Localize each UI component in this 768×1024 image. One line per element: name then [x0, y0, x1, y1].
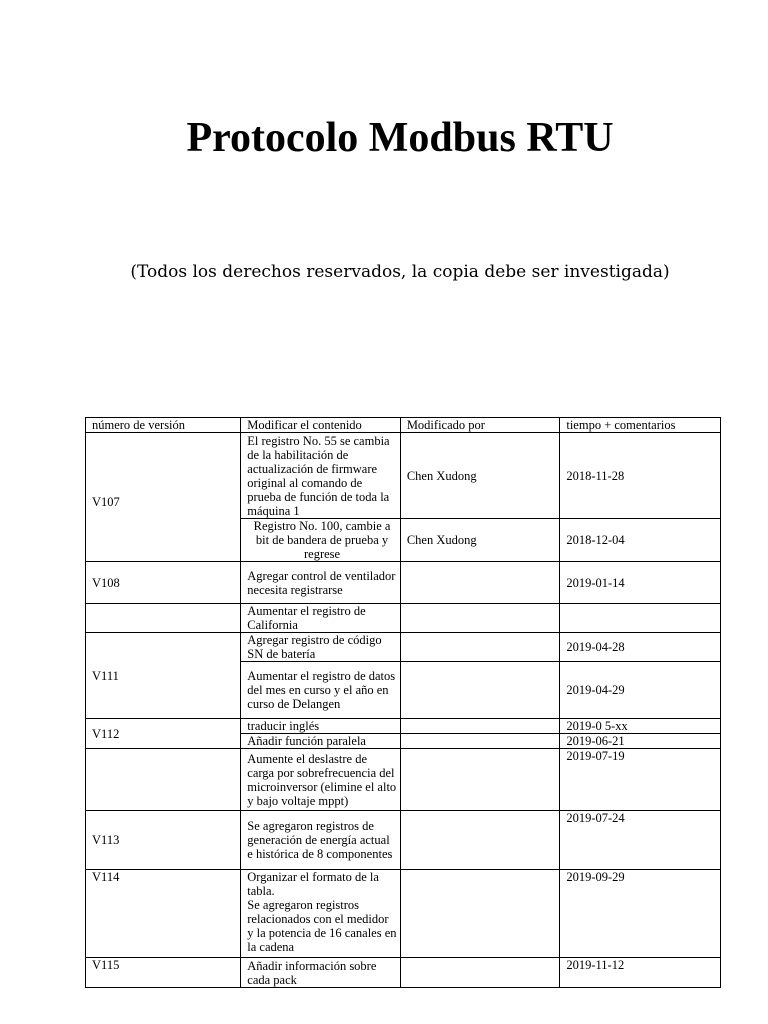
modified-by-cell	[400, 958, 560, 988]
header-modified-by: Modificado por	[400, 418, 560, 433]
modified-by-cell	[400, 662, 560, 719]
modified-by-cell	[400, 719, 560, 734]
table-row	[86, 433, 721, 519]
content-cell: Registro No. 100, cambie a bit de bandera de prueba y regrese	[241, 519, 401, 562]
version-cell: V111	[86, 633, 241, 719]
time-cell: 2019-11-12	[560, 958, 721, 988]
table-row	[86, 719, 721, 734]
time-cell: 2019-0 5-xx	[560, 719, 721, 734]
version-history-table	[85, 417, 721, 988]
modified-by-cell	[400, 749, 560, 811]
table-header-row	[86, 418, 721, 433]
content-cell: Añadir información sobre cada pack	[241, 958, 401, 988]
time-cell: 2019-04-28	[560, 633, 721, 662]
time-cell: 2019-01-14	[560, 562, 721, 604]
content-cell: Aumentar el registro de datos del mes en curso y el año en curso de Delangen	[241, 662, 401, 719]
version-cell: V113	[86, 811, 241, 870]
time-cell	[560, 604, 721, 633]
version-cell: V112	[86, 719, 241, 749]
table-row	[86, 749, 721, 811]
content-cell: Aumentar el registro de California	[241, 604, 401, 633]
header-time-comments: tiempo + comentarios	[560, 418, 721, 433]
time-cell: 2019-09-29	[560, 870, 721, 958]
modified-by-cell	[400, 562, 560, 604]
time-cell: 2018-11-28	[560, 433, 721, 519]
time-cell: 2019-06-21	[560, 734, 721, 749]
modified-by-cell: Chen Xudong	[400, 519, 560, 562]
time-cell: 2018-12-04	[560, 519, 721, 562]
time-cell: 2019-07-19	[560, 749, 721, 811]
content-line: Organizar el formato de la tabla.	[247, 870, 379, 898]
modified-by-cell	[400, 604, 560, 633]
header-version: número de versión	[86, 418, 241, 433]
document-title: Protocolo Modbus RTU	[186, 115, 614, 161]
content-cell	[241, 870, 401, 958]
modified-by-cell: Chen Xudong	[400, 433, 560, 519]
version-cell: V108	[86, 562, 241, 604]
table-row	[86, 870, 721, 958]
content-cell: traducir inglés	[241, 719, 401, 734]
header-content: Modificar el contenido	[241, 418, 401, 433]
content-cell: Agregar control de ventilador necesita registrarse	[241, 562, 401, 604]
time-cell: 2019-07-24	[560, 811, 721, 870]
modified-by-cell	[400, 633, 560, 662]
content-cell: Agregar registro de código SN de batería	[241, 633, 401, 662]
table-row	[86, 958, 721, 988]
content-cell: El registro No. 55 se cambia de la habilitación de actualización de firmware original al comando de prueba de función de toda la máquina 1	[241, 433, 401, 519]
version-cell: V107	[86, 433, 241, 562]
version-cell: V114	[86, 870, 241, 958]
content-cell: Se agregaron registros de generación de energía actual e histórica de 8 componentes	[241, 811, 401, 870]
table-row	[86, 562, 721, 604]
table-row	[86, 604, 721, 633]
content-line: Se agregaron registros relacionados con el medidor y la potencia de 16 canales en la cadena	[247, 898, 397, 954]
content-cell: Aumente el deslastre de carga por sobrefrecuencia del microinversor (elimine el alto y bajo voltaje mppt)	[241, 749, 401, 811]
modified-by-cell	[400, 734, 560, 749]
table-row	[86, 633, 721, 662]
document-subtitle: (Todos los derechos reservados, la copia debe ser investigada)	[130, 262, 670, 282]
time-cell: 2019-04-29	[560, 662, 721, 719]
table-row	[86, 811, 721, 870]
version-cell	[86, 604, 241, 633]
modified-by-cell	[400, 870, 560, 958]
modified-by-cell	[400, 811, 560, 870]
version-cell	[86, 749, 241, 811]
version-cell: V115	[86, 958, 241, 988]
content-cell: Añadir función paralela	[241, 734, 401, 749]
